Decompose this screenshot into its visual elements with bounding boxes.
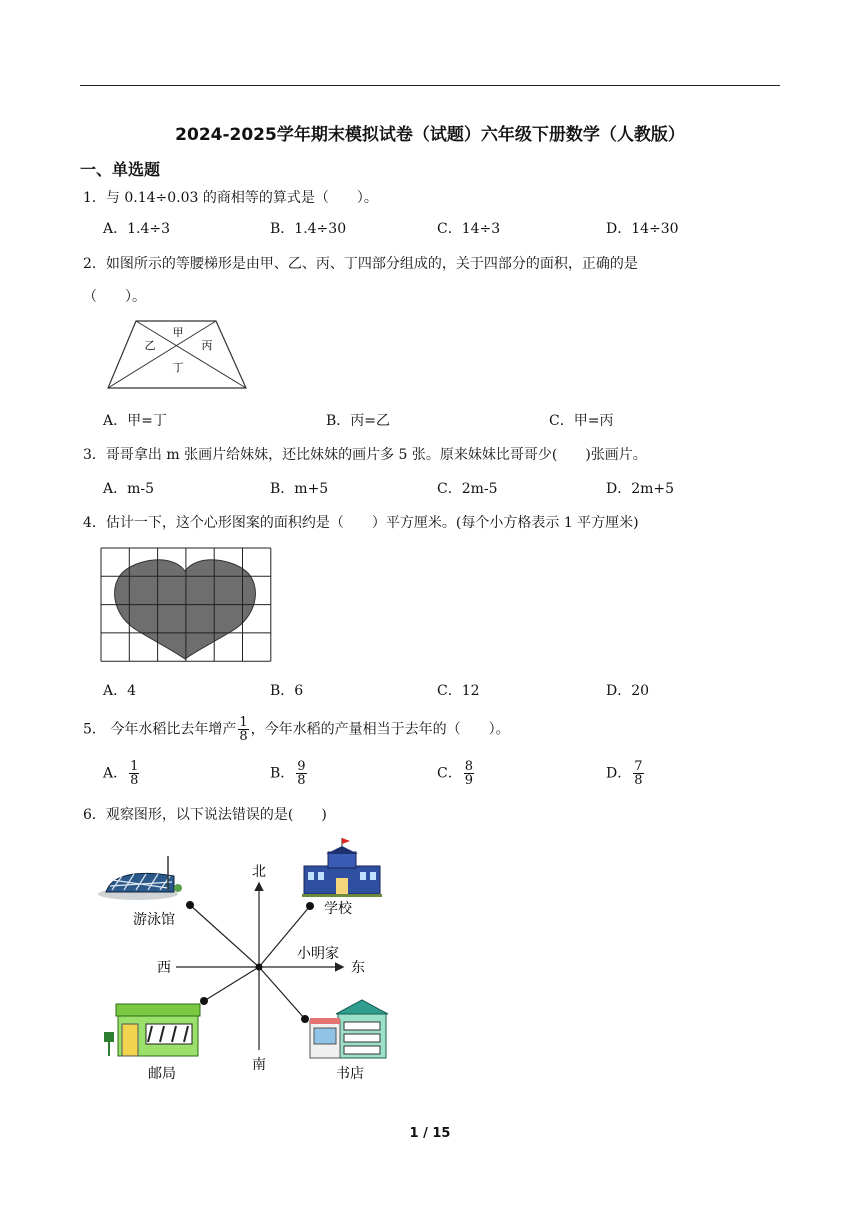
q5-stem-suffix: ，今年水稻的产量相当于去年的（ ）。: [250, 721, 510, 738]
q4-option-b[interactable]: B．6: [270, 683, 304, 699]
trapezoid-figure: [104, 318, 250, 392]
q1-option-d[interactable]: D．14÷30: [606, 221, 679, 237]
map-label-home: 小明家: [297, 946, 339, 962]
q1-option-c[interactable]: C．14÷3: [437, 221, 501, 237]
q5-option-a[interactable]: [103, 760, 141, 787]
q1-option-b[interactable]: B．1.4÷30: [270, 221, 347, 237]
heart-shape: [115, 560, 256, 659]
question-5-stem: [83, 716, 510, 743]
map-label-school: 学校: [324, 901, 352, 917]
option-label: A．: [103, 765, 128, 782]
question-2-stem-cont: （ ）。: [83, 289, 146, 305]
q4-option-d[interactable]: D．20: [606, 683, 650, 699]
q2-option-b[interactable]: B．丙=乙: [326, 413, 391, 429]
bookstore-icon: [310, 1000, 388, 1058]
map-label-south: 南: [252, 1057, 266, 1073]
question-2-stem: 2．如图所示的等腰梯形是由甲、乙、丙、丁四部分组成的，关于四部分的面积，正确的是: [83, 256, 638, 272]
q5-option-d[interactable]: [606, 760, 646, 787]
q5-stem-prefix: 5． 今年水稻比去年增产: [83, 721, 237, 738]
page-number: 1 / 15: [409, 1126, 451, 1141]
q1-option-a[interactable]: A．1.4÷3: [103, 221, 171, 237]
section-heading: 一、单选题: [80, 160, 161, 179]
header-rule: [80, 85, 780, 86]
school-icon: [302, 838, 382, 897]
direction-map-figure: [98, 832, 394, 1088]
q3-option-a[interactable]: A．m-5: [103, 481, 155, 497]
map-label-post-office: 邮局: [148, 1066, 176, 1082]
question-3-stem: 3．哥哥拿出 m 张画片给妹妹，还比妹妹的画片多 5 张。原来妹妹比哥哥少( )张画片。: [83, 447, 647, 463]
page-title: 2024-2025学年期末模拟试卷（试题）六年级下册数学（人教版）: [175, 125, 685, 145]
question-6-stem: 6．观察图形，以下说法错误的是( ): [83, 807, 327, 823]
q4-option-a[interactable]: A．4: [103, 683, 137, 699]
q5-option-c[interactable]: [437, 760, 476, 787]
option-label: C．: [437, 765, 462, 782]
fraction-numerator: 1: [239, 715, 248, 730]
map-label-pool: 游泳馆: [133, 912, 175, 928]
fraction-numerator: 8: [464, 759, 473, 774]
stadium-icon: [98, 856, 182, 900]
fraction-denominator: 8: [634, 773, 643, 788]
option-label: D．: [606, 765, 632, 782]
trapezoid-label-bottom: 丁: [172, 361, 184, 374]
option-fraction: [129, 760, 139, 787]
q5-inline-fraction: [238, 716, 248, 743]
q3-option-c[interactable]: C．2m-5: [437, 481, 498, 497]
trapezoid-label-left: 乙: [144, 339, 156, 352]
question-1-stem: 1．与 0.14÷0.03 的商相等的算式是（ ）。: [83, 190, 378, 206]
option-fraction: [296, 760, 306, 787]
fraction-denominator: 9: [464, 773, 473, 788]
q2-option-c[interactable]: C．甲=丙: [549, 413, 614, 429]
fraction-numerator: 1: [130, 759, 139, 774]
question-4-stem: 4．估计一下，这个心形图案的面积约是（ ）平方厘米。(每个小方格表示 1 平方厘米): [83, 515, 639, 531]
option-fraction: [464, 760, 474, 787]
option-label: B．: [270, 765, 295, 782]
map-label-bookstore: 书店: [336, 1066, 364, 1082]
option-fraction: [633, 760, 643, 787]
trapezoid-label-top: 甲: [172, 326, 184, 339]
map-label-north: 北: [252, 864, 266, 880]
q2-option-a[interactable]: A．甲=丁: [103, 413, 167, 429]
fraction-denominator: 8: [239, 729, 248, 744]
trapezoid-label-right: 丙: [201, 339, 213, 352]
q3-option-b[interactable]: B．m+5: [270, 481, 329, 497]
fraction-denominator: 8: [297, 773, 306, 788]
fraction-numerator: 7: [634, 759, 643, 774]
q5-option-b[interactable]: [270, 760, 309, 787]
fraction-numerator: 9: [297, 759, 306, 774]
map-label-west: 西: [157, 960, 171, 976]
q3-option-d[interactable]: D．2m+5: [606, 481, 675, 497]
post-office-icon: [104, 1004, 200, 1056]
map-label-east: 东: [351, 960, 365, 976]
fraction-denominator: 8: [130, 773, 139, 788]
q4-option-c[interactable]: C．12: [437, 683, 480, 699]
heart-grid-figure: [100, 547, 272, 663]
